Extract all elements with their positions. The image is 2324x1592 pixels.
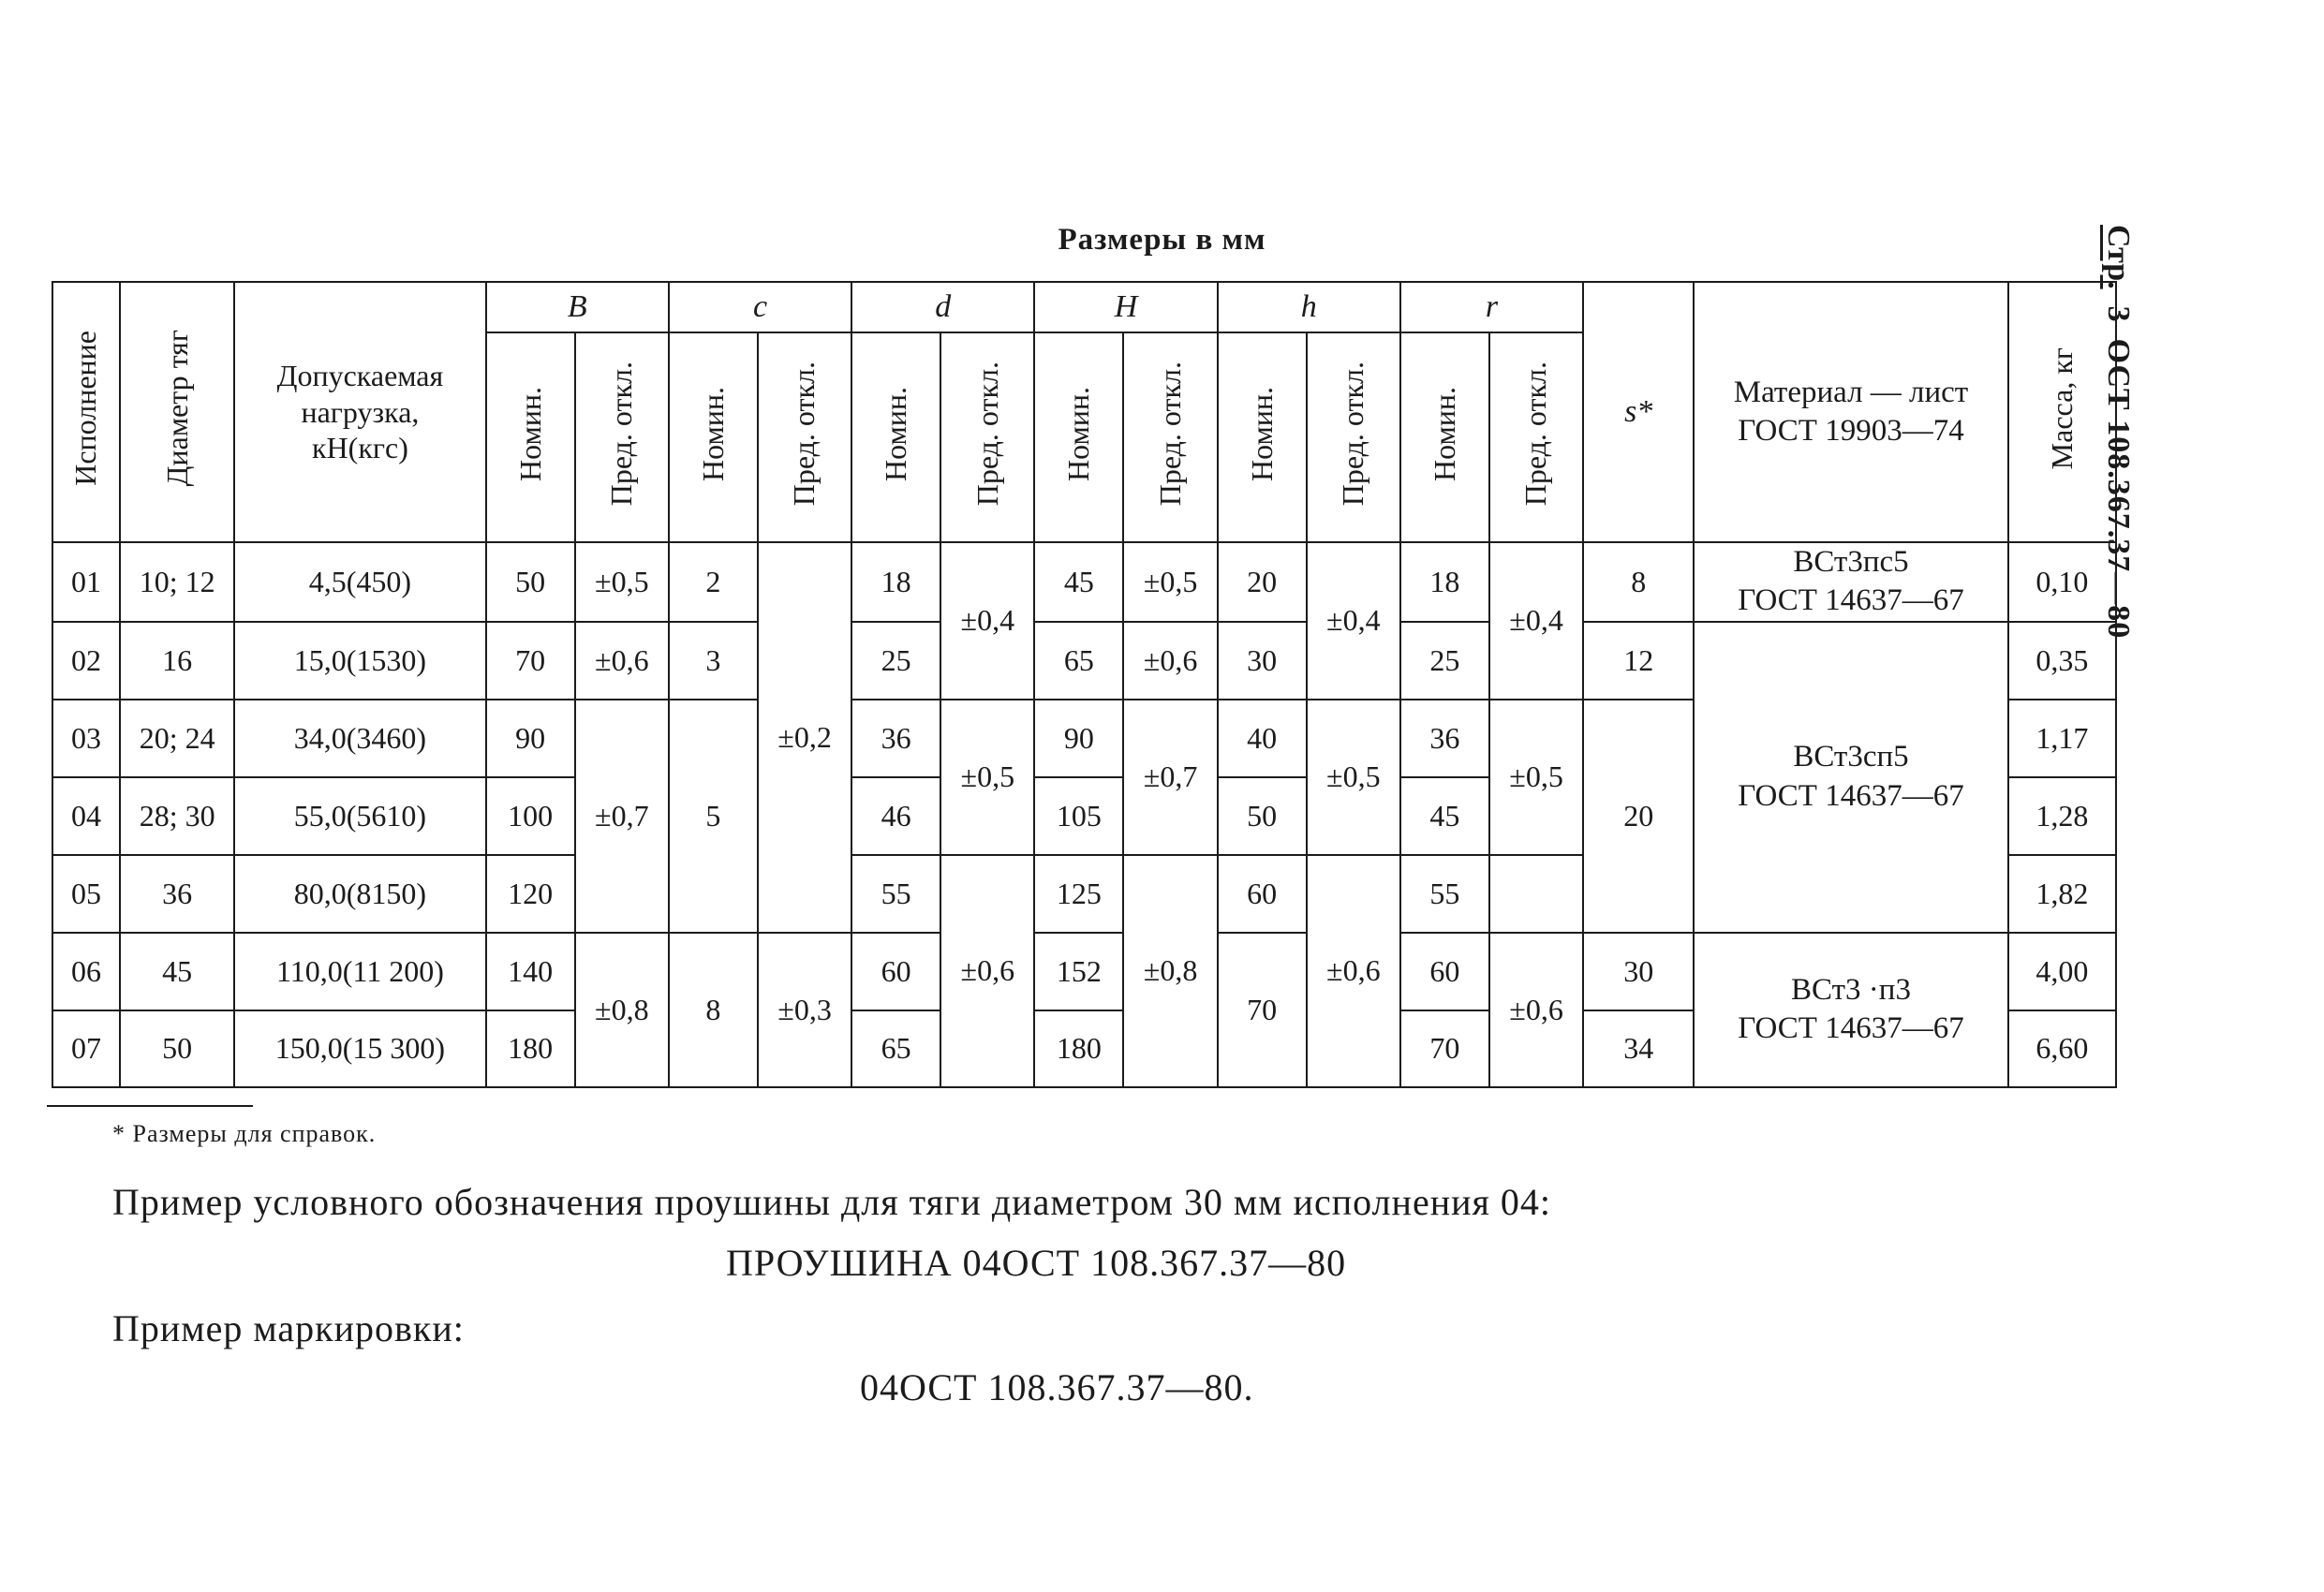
cell-load: 15,0(1530) [234, 622, 485, 700]
header-load: Допускаемая нагрузка, кН(кгс) [234, 282, 485, 542]
cell-H-nominal: 65 [1034, 622, 1123, 700]
cell-r-deviation [1489, 855, 1583, 933]
cell-diameter: 16 [120, 622, 234, 700]
cell-diameter: 20; 24 [120, 700, 234, 777]
header-mass: Масса, кг [2008, 282, 2116, 542]
cell-d-nominal: 60 [851, 933, 940, 1010]
cell-c-nominal: 2 [669, 542, 758, 622]
cell-mass: 6,60 [2008, 1010, 2116, 1087]
cell-H-deviation: ±0,8 [1123, 855, 1217, 1087]
standard-number: ОСТ 108.367.37—80 [2101, 338, 2136, 640]
header-group-h-small: h [1218, 282, 1400, 332]
cell-c-deviation: ±0,3 [758, 933, 851, 1087]
cell-b-nominal: 180 [486, 1010, 575, 1087]
cell-d-nominal: 18 [851, 542, 940, 622]
cell-d-deviation: ±0,5 [940, 700, 1034, 855]
cell-r-deviation: ±0,6 [1489, 933, 1583, 1087]
cell-H-nominal: 152 [1034, 933, 1123, 1010]
cell-r-nominal: 70 [1400, 1010, 1489, 1087]
cell-d-nominal: 46 [851, 777, 940, 855]
cell-s: 12 [1583, 622, 1694, 700]
cell-variant: 01 [52, 542, 120, 622]
cell-d-nominal: 55 [851, 855, 940, 933]
cell-c-nominal: 5 [669, 700, 758, 933]
cell-h-nominal: 70 [1218, 933, 1307, 1087]
header-nominal: Номин. [669, 332, 758, 542]
header-deviation: Пред. откл. [1123, 332, 1217, 542]
dimensions-table [52, 281, 2117, 1088]
cell-load: 110,0(11 200) [234, 933, 485, 1010]
cell-H-nominal: 90 [1034, 700, 1123, 777]
cell-r-nominal: 55 [1400, 855, 1489, 933]
cell-H-nominal: 45 [1034, 542, 1123, 622]
cell-d-nominal: 25 [851, 622, 940, 700]
cell-mass: 1,17 [2008, 700, 2116, 777]
header-material: Материал — лист ГОСТ 19903—74 [1694, 282, 2007, 542]
cell-b-nominal: 100 [486, 777, 575, 855]
cell-diameter: 50 [120, 1010, 234, 1087]
cell-h-deviation: ±0,4 [1307, 542, 1400, 700]
cell-h-nominal: 20 [1218, 542, 1307, 622]
page-label: Стр. [2101, 225, 2136, 289]
header-group-d: d [851, 282, 1034, 332]
cell-H-nominal: 180 [1034, 1010, 1123, 1087]
cell-r-deviation: ±0,4 [1489, 542, 1583, 700]
cell-mass: 1,82 [2008, 855, 2116, 933]
footnote: * Размеры для справок. [112, 1120, 377, 1147]
cell-variant: 04 [52, 777, 120, 855]
footnote-rule [47, 1105, 253, 1107]
cell-b-nominal: 120 [486, 855, 575, 933]
cell-h-nominal: 30 [1218, 622, 1307, 700]
table-row [52, 933, 2116, 1010]
designation-intro: Пример условного обозначения проушины для тяги диаметром 30 мм исполнения 04: [112, 1181, 1552, 1223]
header-variant: Исполнение [52, 282, 120, 542]
cell-c-nominal: 3 [669, 622, 758, 700]
cell-b-nominal: 50 [486, 542, 575, 622]
cell-load: 80,0(8150) [234, 855, 485, 933]
cell-H-nominal: 105 [1034, 777, 1123, 855]
cell-s: 8 [1583, 542, 1694, 622]
cell-r-nominal: 45 [1400, 777, 1489, 855]
cell-r-deviation: ±0,5 [1489, 700, 1583, 855]
designation-example: ПРОУШИНА 04ОСТ 108.367.37—80 [726, 1242, 1347, 1284]
cell-b-nominal: 70 [486, 622, 575, 700]
cell-mass: 4,00 [2008, 933, 2116, 1010]
cell-material: ВСт3пс5 ГОСТ 14637—67 [1694, 542, 2007, 622]
header-s: s* [1583, 282, 1694, 542]
cell-h-nominal: 40 [1218, 700, 1307, 777]
cell-diameter: 36 [120, 855, 234, 933]
cell-b-deviation: ±0,6 [575, 622, 669, 700]
cell-r-nominal: 18 [1400, 542, 1489, 622]
cell-variant: 07 [52, 1010, 120, 1087]
cell-d-nominal: 65 [851, 1010, 940, 1087]
header-deviation: Пред. откл. [758, 332, 851, 542]
cell-material: ВСт3сп5 ГОСТ 14637—67 [1694, 622, 2007, 933]
cell-r-nominal: 36 [1400, 700, 1489, 777]
cell-c-deviation: ±0,2 [758, 542, 851, 933]
cell-H-deviation: ±0,5 [1123, 542, 1217, 622]
cell-h-deviation: ±0,5 [1307, 700, 1400, 855]
cell-material: ВСт3 ·п3 ГОСТ 14637—67 [1694, 933, 2007, 1087]
table-row [52, 622, 2116, 700]
header-nominal: Номин. [486, 332, 575, 542]
cell-variant: 05 [52, 855, 120, 933]
cell-s: 34 [1583, 1010, 1694, 1087]
header-group-r: r [1400, 282, 1583, 332]
cell-load: 55,0(5610) [234, 777, 485, 855]
header-deviation: Пред. откл. [1307, 332, 1400, 542]
header-rod-diameter: Диаметр тяг [120, 282, 234, 542]
header-group-h-big: H [1034, 282, 1217, 332]
header-nominal: Номин. [1400, 332, 1489, 542]
header-deviation: Пред. откл. [575, 332, 669, 542]
cell-d-deviation: ±0,4 [940, 542, 1034, 700]
cell-load: 4,5(450) [234, 542, 485, 622]
marking-intro: Пример маркировки: [112, 1307, 465, 1349]
cell-s: 30 [1583, 933, 1694, 1010]
cell-b-deviation: ±0,8 [575, 933, 669, 1087]
cell-H-nominal: 125 [1034, 855, 1123, 933]
cell-load: 34,0(3460) [234, 700, 485, 777]
cell-s: 20 [1583, 700, 1694, 933]
cell-r-nominal: 25 [1400, 622, 1489, 700]
cell-mass: 0,35 [2008, 622, 2116, 700]
header-nominal: Номин. [1034, 332, 1123, 542]
cell-b-deviation: ±0,7 [575, 700, 669, 933]
header-nominal: Номин. [851, 332, 940, 542]
cell-h-nominal: 60 [1218, 855, 1307, 933]
cell-d-deviation: ±0,6 [940, 855, 1034, 1087]
cell-load: 150,0(15 300) [234, 1010, 485, 1087]
cell-mass: 1,28 [2008, 777, 2116, 855]
cell-variant: 06 [52, 933, 120, 1010]
header-group-b: B [486, 282, 669, 332]
cell-h-deviation: ±0,6 [1307, 855, 1400, 1087]
header-nominal: Номин. [1218, 332, 1307, 542]
cell-H-deviation: ±0,7 [1123, 700, 1217, 855]
header-deviation: Пред. откл. [940, 332, 1034, 542]
marking-example: 04ОСТ 108.367.37—80. [860, 1366, 1254, 1408]
cell-h-nominal: 50 [1218, 777, 1307, 855]
cell-b-deviation: ±0,5 [575, 542, 669, 622]
cell-mass: 0,10 [2008, 542, 2116, 622]
cell-diameter: 10; 12 [120, 542, 234, 622]
page-number: 3 [2101, 305, 2136, 322]
cell-variant: 02 [52, 622, 120, 700]
cell-r-nominal: 60 [1400, 933, 1489, 1010]
cell-variant: 03 [52, 700, 120, 777]
cell-b-nominal: 90 [486, 700, 575, 777]
header-deviation: Пред. откл. [1489, 332, 1583, 542]
cell-H-deviation: ±0,6 [1123, 622, 1217, 700]
table-row [52, 542, 2116, 622]
cell-c-nominal: 8 [669, 933, 758, 1087]
table-caption: Размеры в мм [1058, 223, 1266, 257]
cell-diameter: 28; 30 [120, 777, 234, 855]
header-group-c: c [669, 282, 851, 332]
cell-diameter: 45 [120, 933, 234, 1010]
cell-b-nominal: 140 [486, 933, 575, 1010]
cell-d-nominal: 36 [851, 700, 940, 777]
